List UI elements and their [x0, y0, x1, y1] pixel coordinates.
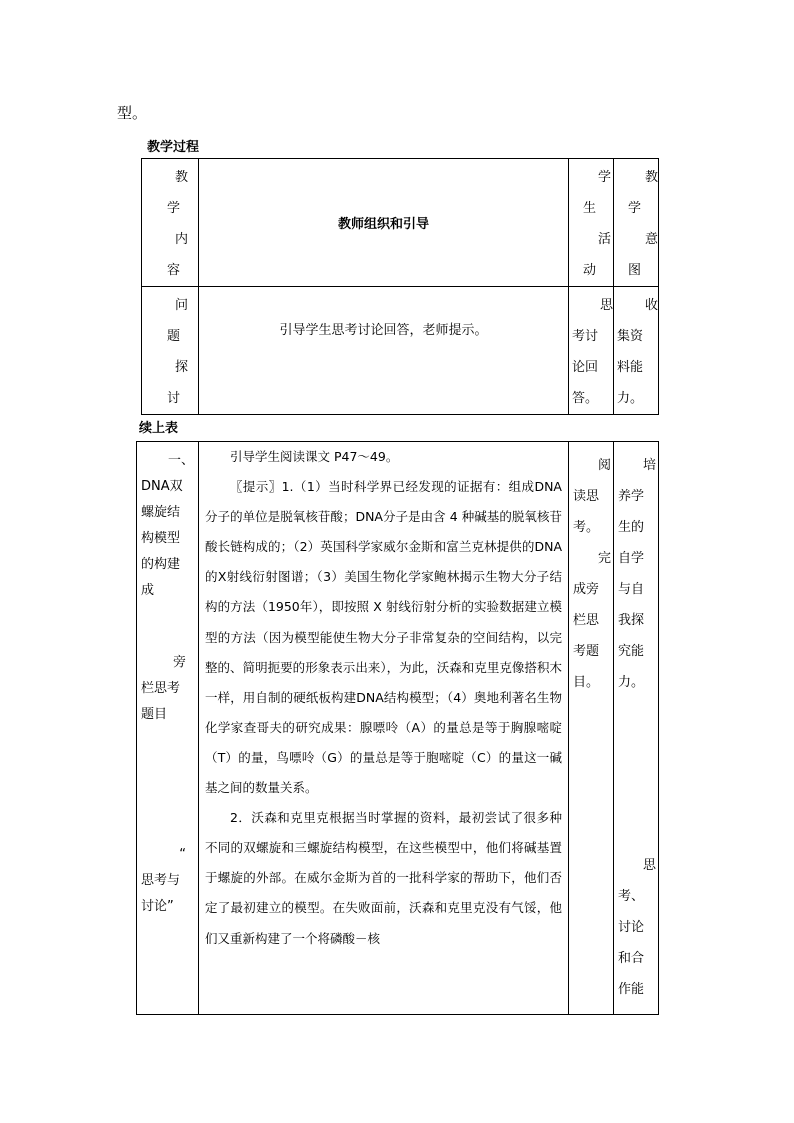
topic-problem-discussion: 问 题 探 讨	[142, 287, 199, 415]
table1-header-row	[142, 159, 659, 287]
topic-column	[137, 442, 199, 1015]
section-title-teaching-process: 教学过程	[147, 140, 200, 155]
header-student-activity: 学 生 活 动	[569, 159, 614, 287]
guidance-paragraph-3: 2．沃森和克里克根据当时掌握的资料，最初尝试了很多种不同的双螺旋和三螺旋结构模型，在这些模型中，他们将碱基置于螺旋的外部。在威尔金斯为首的一批科学家的帮助下，他们否定了最初建立的模型。在失败面前，沃森和克里克没有气馁，他们又重新构建了一个将磷酸－核	[205, 810, 562, 946]
guidance-paragraph-2: 〖提示〗1.（1）当时科学界已经发现的证据有：组成DNA分子的单位是脱氧核苷酸；DNA分子是由含 4 种碱基的脱氧核苷酸长链构成的；（2）英国科学家威尔金斯和富兰克林提供的DNA的X射线衍射图谱；（3）美国生物化学家鲍林揭示生物大分子结构的方法（1950年），即按照 X 射线衍射分析的实验数据建立模型的方法（因为模型能使生物大分子非常复杂的空间结构，以完整的、简明扼要的形象表示出来），为此，沃森和克里克像搭积木一样，用自制的硬纸板构建DNA结构模型；（4）奥地利著名生物化学家查哥夫的研究成果：腺嘌呤（A）的量总是等于胸腺嘧啶（T）的量，鸟嘌呤（G）的量总是等于胞嘧啶（C）的量这一碱基之间的数量关系。	[205, 479, 562, 796]
teacher-guidance-column	[199, 442, 569, 1015]
guidance-text: 引导学生思考讨论回答，老师提示。	[199, 287, 569, 415]
teaching-intent-column	[614, 442, 659, 1015]
topic-think-discuss: “ 思考与 讨论”	[141, 847, 186, 914]
section-title-continued: 续上表	[139, 421, 179, 436]
header-teaching-intent: 教 学 意 图	[614, 159, 659, 287]
header-teaching-content: 教 学 内 容	[142, 159, 199, 287]
header-teacher-guidance: 教师组织和引导	[199, 159, 569, 287]
topic-dna-model: 一、 DNA双 螺旋结 构模型 的构建 成	[141, 453, 194, 598]
table2-row	[137, 442, 659, 1015]
topic-sidebar-questions: 旁 栏思考 题目	[141, 655, 186, 722]
intent-block-self-study: 培 养学 生的 自学 与自 我探 究能 力。	[618, 458, 656, 690]
text-fragment: 型。	[117, 104, 148, 122]
continued-table	[136, 441, 659, 1015]
student-activity-text: 思 考讨 论回 答。	[569, 287, 614, 415]
guidance-paragraph-1: 引导学生阅读课文 P47～49。	[230, 449, 399, 464]
teaching-intent-text: 收 集资 料能 力。	[614, 287, 659, 415]
intent-block-discussion: 思 考、 讨论 和合 作能	[618, 858, 656, 997]
student-activity-column: 阅 读思 考。 完 成旁 栏思 考题 目。	[569, 442, 614, 1015]
table1-content-row	[142, 287, 659, 415]
teaching-process-table	[141, 158, 659, 415]
